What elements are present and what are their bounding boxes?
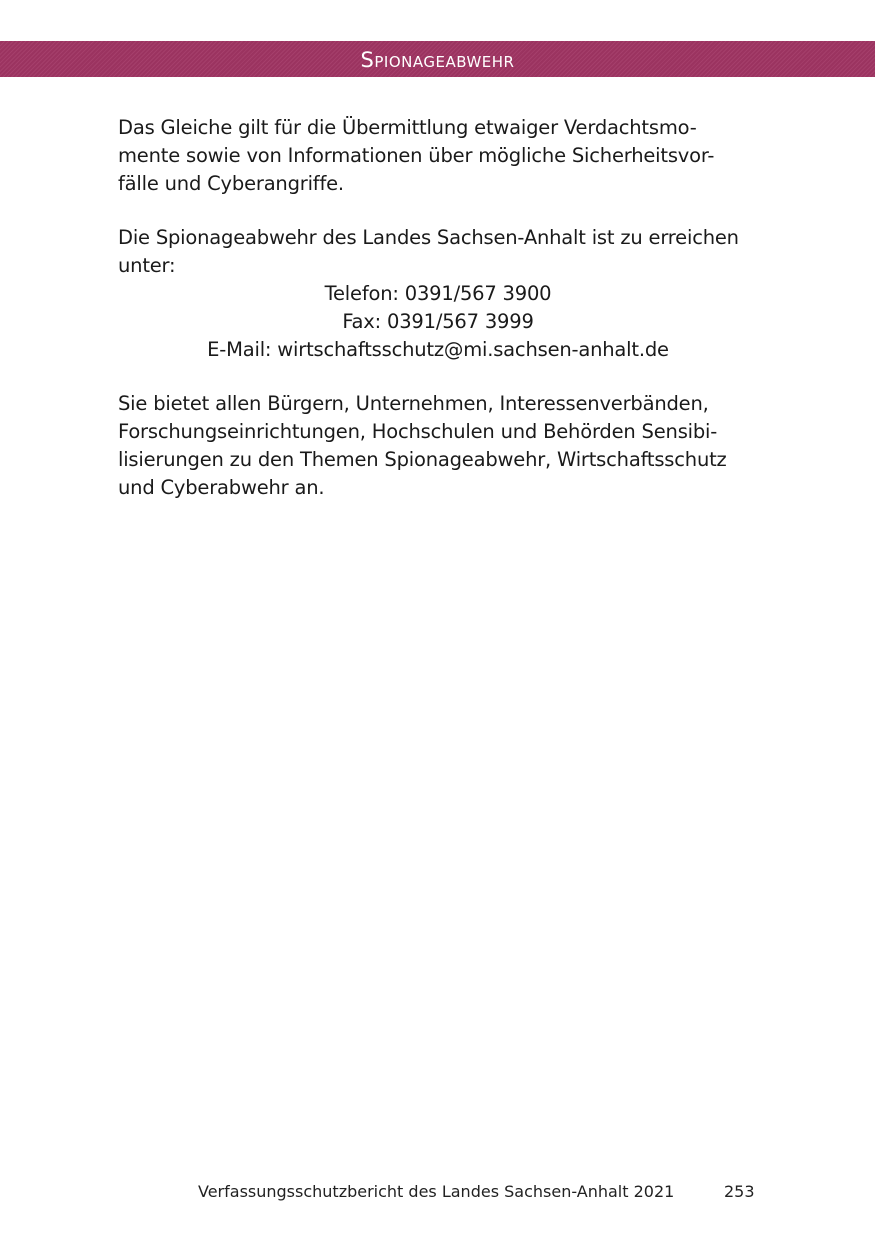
paragraph-services: Sie bietet allen Bürgern, Unternehmen, Interessenverbänden, Forschungseinrichtungen, Hochschulen und Behörden Sensibi- lisierungen zu den Themen Spionageabwehr, Wirtschaftsschutz und Cyberabwehr an. bbox=[118, 392, 727, 499]
contact-phone: Telefon: 0391/567 3900 bbox=[324, 282, 552, 305]
page-number: 253 bbox=[724, 1182, 755, 1201]
page-content bbox=[118, 114, 758, 502]
paragraph-transmission: Das Gleiche gilt für die Übermittlung etwaiger Verdachtsmo- mente sowie von Informationen über mögliche Sicherheitsvor- fälle und Cyberangriffe. bbox=[118, 116, 715, 195]
section-header-bar bbox=[0, 41, 875, 77]
contact-fax: Fax: 0391/567 3999 bbox=[342, 310, 534, 333]
paragraph-spacer bbox=[118, 198, 758, 224]
footer-report-title: Verfassungsschutzbericht des Landes Sachsen-Anhalt 2021 bbox=[198, 1182, 675, 1201]
paragraph-contact-intro: Die Spionageabwehr des Landes Sachsen-Anhalt ist zu erreichen unter: bbox=[118, 226, 739, 277]
paragraph-spacer bbox=[118, 364, 758, 390]
contact-email: E-Mail: wirtschaftsschutz@mi.sachsen-anhalt.de bbox=[207, 338, 669, 361]
contact-block bbox=[118, 280, 758, 364]
section-title: Spionageabwehr bbox=[360, 48, 515, 72]
